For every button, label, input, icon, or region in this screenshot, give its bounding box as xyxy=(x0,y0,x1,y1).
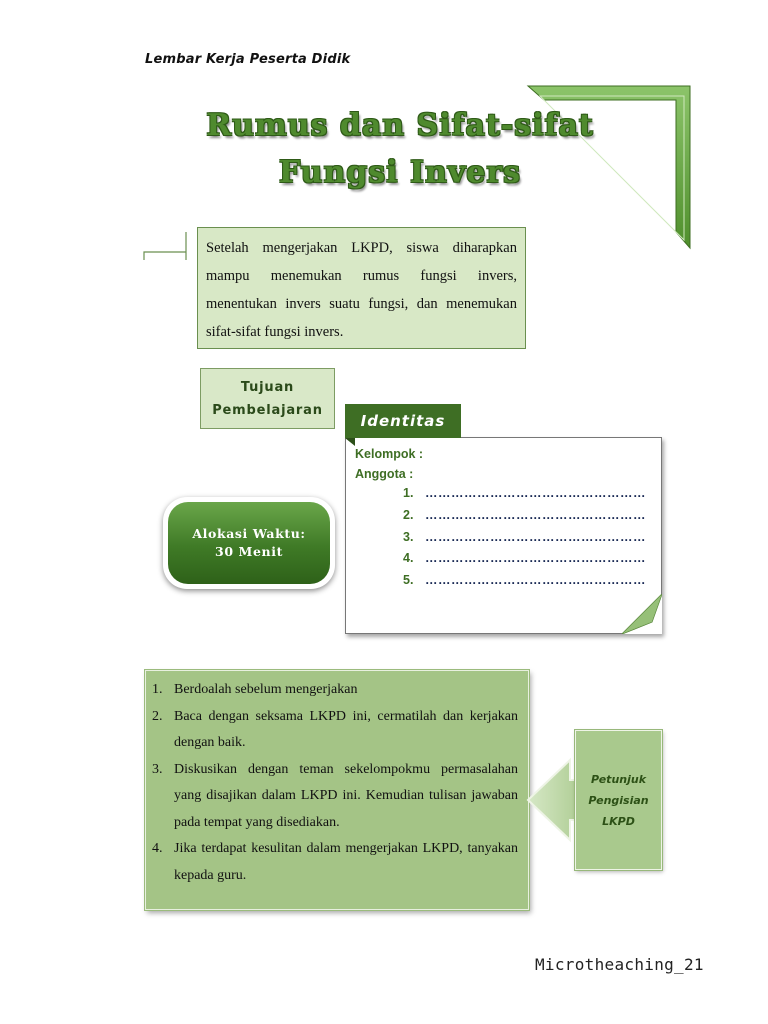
time-allocation-badge xyxy=(163,497,335,589)
identity-tab: Identitas xyxy=(345,404,461,438)
member-number: 5. xyxy=(403,573,414,587)
list-item xyxy=(152,757,518,837)
title-line-1: Rumus dan Sifat-sifat xyxy=(206,108,594,143)
time-allocation-label: Alokasi Waktu: xyxy=(192,526,306,541)
learning-goal-text: Setelah mengerjakan LKPD, siswa diharapkan mampu menemukan rumus fungsi invers, menentukan invers suatu fungsi, dan menemukan sifat-sifat fungsi invers. xyxy=(206,240,517,340)
group-field-label: Kelompok : xyxy=(355,447,424,461)
list-item xyxy=(152,836,518,889)
member-number: 3. xyxy=(403,530,414,544)
member-row[interactable] xyxy=(403,573,646,587)
list-item xyxy=(152,677,518,704)
list-item-text: Baca dengan seksama LKPD ini, cermatilah dan kerjakan dengan baik. xyxy=(174,708,518,750)
list-item xyxy=(152,704,518,757)
member-number: 4. xyxy=(403,551,414,565)
instructions-label-callout xyxy=(520,730,665,870)
instructions-label-line3: LKPD xyxy=(602,814,635,828)
header-label: Lembar Kerja Peserta Didik xyxy=(145,52,351,67)
learning-goal-label-line2: Pembelajaran xyxy=(212,402,323,418)
title-line-2: Fungsi Invers xyxy=(278,155,522,190)
page-curl-icon xyxy=(622,594,662,634)
member-number: 2. xyxy=(403,508,414,522)
time-allocation-value: 30 Menit xyxy=(215,544,283,559)
list-item-number: 2. xyxy=(152,708,163,724)
instructions-box xyxy=(145,670,529,910)
instructions-label-line1: Petunjuk xyxy=(590,772,647,786)
list-item-number: 3. xyxy=(152,761,163,777)
instructions-label xyxy=(575,730,662,870)
list-item-text: Berdoalah sebelum mengerjakan xyxy=(174,682,358,697)
member-row[interactable] xyxy=(403,486,646,500)
member-row[interactable] xyxy=(403,530,646,544)
member-blank: …………………………………………… xyxy=(425,573,646,587)
list-item-text: Diskusikan dengan teman sekelompokmu permasalahan yang disajikan dalam LKPD ini. Kemudian tulisan jawaban pada tempat yang disediakan. xyxy=(174,761,518,830)
member-blank: …………………………………………… xyxy=(425,551,646,565)
learning-goal-label xyxy=(200,368,335,429)
list-item-number: 4. xyxy=(152,841,163,856)
identity-fields xyxy=(355,444,423,485)
instructions-label-line2: Pengisian xyxy=(588,793,649,807)
member-row[interactable] xyxy=(403,508,646,522)
list-item-number: 1. xyxy=(152,682,163,697)
learning-goal-label-line1: Tujuan xyxy=(240,379,295,395)
list-item-text: Jika terdapat kesulitan dalam mengerjakan LKPD, tanyakan kepada guru. xyxy=(174,841,518,883)
member-number: 1. xyxy=(403,486,414,500)
learning-goal-box xyxy=(197,227,526,349)
identity-tab-fold xyxy=(345,438,355,446)
member-blank: …………………………………………… xyxy=(425,508,646,522)
member-blank: …………………………………………… xyxy=(425,486,646,500)
members-field-label: Anggota : xyxy=(355,467,414,481)
member-row[interactable] xyxy=(403,551,646,565)
member-blank: …………………………………………… xyxy=(425,530,646,544)
footer-text: Microtheaching_21 xyxy=(535,955,704,974)
